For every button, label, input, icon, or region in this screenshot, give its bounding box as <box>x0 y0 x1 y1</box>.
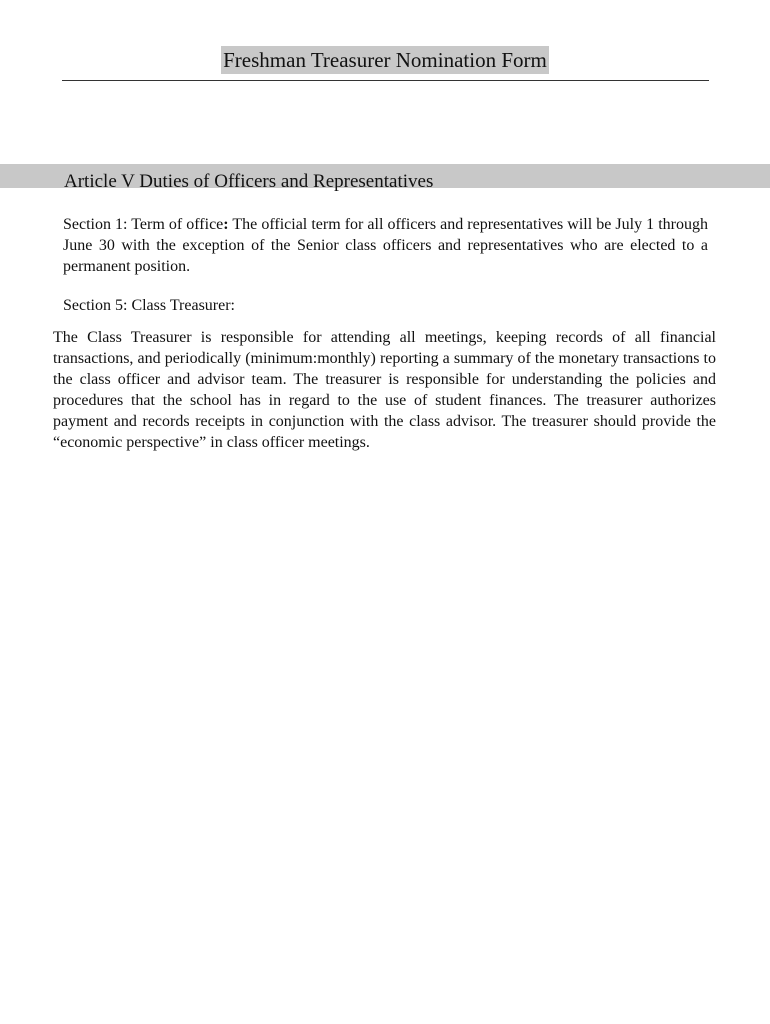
title-container <box>0 46 770 74</box>
article-heading: Article V Duties of Officers and Representatives <box>64 171 434 192</box>
page-title: Freshman Treasurer Nomination Form <box>223 48 547 72</box>
section-1-paragraph <box>63 214 708 277</box>
section-1-text: The official term for all officers and representatives will be July 1 through June 30 with the exception of the Senior class officers and representatives who are elected to a permanent position. <box>63 216 708 275</box>
section-5-title: Section 5: Class Treasurer: <box>63 297 235 314</box>
section-1-label: Section 1: Term of office <box>63 216 224 233</box>
section-5-body-paragraph: The Class Treasurer is responsible for attending all meetings, keeping records of all financial transactions, and periodically (minimum:monthly) reporting a summary of the monetary transactions to the class officer and advisor team. The treasurer is responsible for understanding the policies and procedures that the school has in regard to the use of student finances. The treasurer authorizes payment and records receipts in conjunction with the class advisor. The treasurer should provide the “economic perspective” in class officer meetings. <box>53 329 716 451</box>
section-1-label-colon: : <box>223 216 229 233</box>
title-underline-divider <box>62 80 709 81</box>
